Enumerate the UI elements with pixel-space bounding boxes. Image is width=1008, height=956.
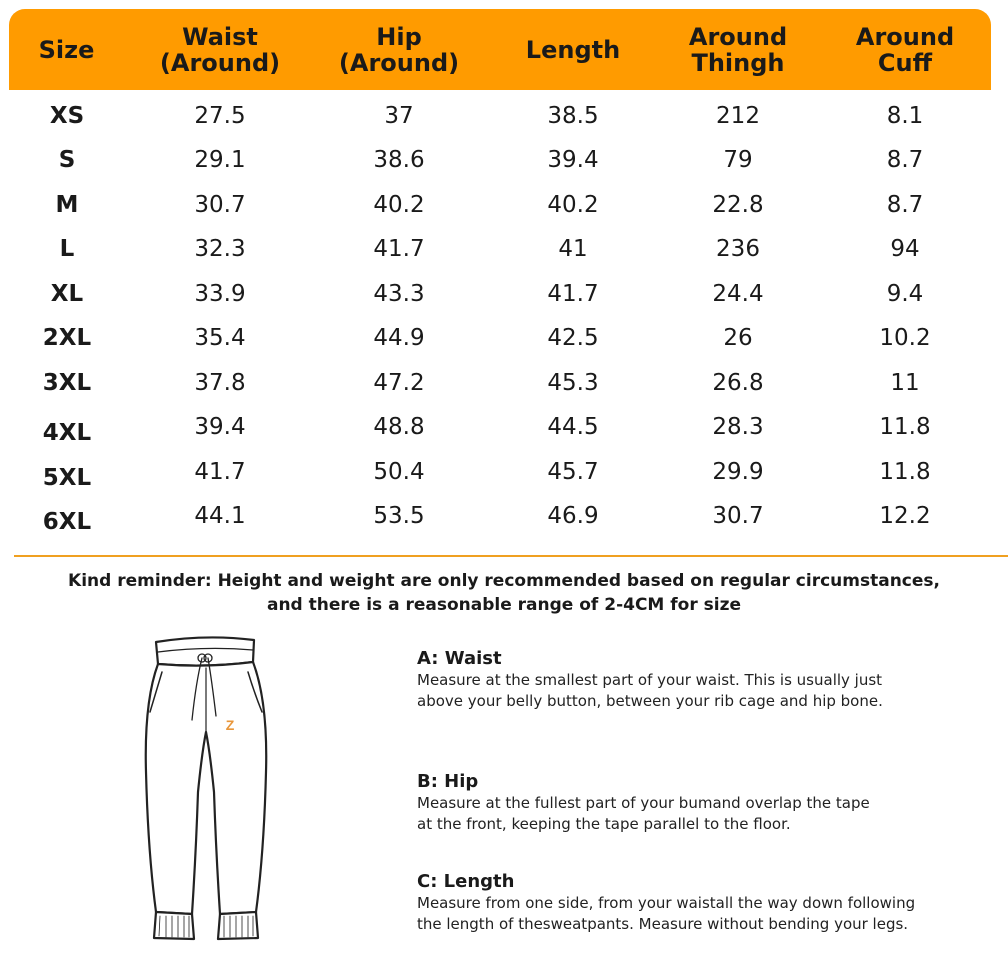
cuff-cell: 11.8 bbox=[879, 459, 931, 485]
thigh-cell: 30.7 bbox=[712, 503, 764, 529]
hip-cell: 47.2 bbox=[373, 370, 425, 396]
table-row bbox=[0, 229, 1008, 269]
waist-cell: 44.1 bbox=[194, 503, 246, 529]
table-row bbox=[0, 185, 1008, 225]
size-cell: 3XL bbox=[42, 370, 92, 396]
size-table-header bbox=[9, 9, 991, 90]
cuff-cell: 8.7 bbox=[886, 147, 924, 173]
hip-cell: 43.3 bbox=[373, 281, 425, 307]
cuff-cell: 11 bbox=[890, 370, 920, 396]
table-row bbox=[0, 363, 1008, 403]
thigh-cell: 29.9 bbox=[712, 459, 764, 485]
waist-cell: 27.5 bbox=[194, 103, 246, 129]
length-cell: 42.5 bbox=[547, 325, 599, 351]
kind-reminder bbox=[20, 569, 988, 617]
waist-cell: 35.4 bbox=[194, 325, 246, 351]
thigh-cell: 236 bbox=[716, 236, 760, 262]
size-cell: S bbox=[58, 147, 76, 173]
thigh-cell: 26.8 bbox=[712, 370, 764, 396]
length-cell: 41.7 bbox=[547, 281, 599, 307]
size-cell: XS bbox=[49, 103, 85, 129]
length-cell: 40.2 bbox=[547, 192, 599, 218]
length-cell: 44.5 bbox=[547, 414, 599, 440]
table-row bbox=[0, 96, 1008, 136]
hip-cell: 50.4 bbox=[373, 459, 425, 485]
measure-waist-desc: Measure at the smallest part of your waist. This is usually just above your belly button, between your rib cage and hip bone. bbox=[417, 671, 883, 710]
table-row bbox=[0, 452, 1008, 492]
measure-waist-title: A: Waist bbox=[417, 648, 502, 669]
brand-logo-mark: Z bbox=[225, 717, 235, 733]
measure-hip-desc: Measure at the fullest part of your bumand overlap the tape at the front, keeping the tape parallel to the floor. bbox=[417, 794, 870, 833]
thigh-cell: 22.8 bbox=[712, 192, 764, 218]
length-cell: 45.7 bbox=[547, 459, 599, 485]
hip-cell: 48.8 bbox=[373, 414, 425, 440]
size-cell: 4XL bbox=[42, 420, 92, 446]
hip-cell: 41.7 bbox=[373, 236, 425, 262]
length-cell: 41 bbox=[558, 236, 588, 262]
hip-cell: 38.6 bbox=[373, 147, 425, 173]
length-cell: 45.3 bbox=[547, 370, 599, 396]
cuff-cell: 94 bbox=[890, 236, 920, 262]
cuff-cell: 11.8 bbox=[879, 414, 931, 440]
measure-hip bbox=[417, 771, 997, 835]
header-size: Size bbox=[38, 35, 95, 64]
waist-cell: 33.9 bbox=[194, 281, 246, 307]
header-hip: Hip (Around) bbox=[338, 22, 460, 77]
measure-waist bbox=[417, 648, 997, 712]
waist-cell: 32.3 bbox=[194, 236, 246, 262]
waist-cell: 30.7 bbox=[194, 192, 246, 218]
header-waist: Waist (Around) bbox=[159, 22, 281, 77]
measure-length-title: C: Length bbox=[417, 871, 515, 892]
table-row bbox=[0, 318, 1008, 358]
length-cell: 46.9 bbox=[547, 503, 599, 529]
reminder-line-2: and there is a reasonable range of 2-4CM for size bbox=[266, 595, 742, 615]
hip-cell: 40.2 bbox=[373, 192, 425, 218]
cuff-cell: 8.7 bbox=[886, 192, 924, 218]
header-around-thigh: Around Thingh bbox=[688, 22, 788, 77]
cuff-cell: 8.1 bbox=[886, 103, 924, 129]
cuff-cell: 9.4 bbox=[886, 281, 924, 307]
section-divider bbox=[14, 555, 1008, 557]
cuff-cell: 10.2 bbox=[879, 325, 931, 351]
hip-cell: 53.5 bbox=[373, 503, 425, 529]
size-cell: L bbox=[59, 236, 75, 262]
table-row bbox=[0, 496, 1008, 536]
table-row bbox=[0, 140, 1008, 180]
cuff-cell: 12.2 bbox=[879, 503, 931, 529]
size-cell: 2XL bbox=[42, 325, 92, 351]
thigh-cell: 79 bbox=[723, 147, 753, 173]
measure-hip-title: B: Hip bbox=[417, 771, 479, 792]
waist-cell: 37.8 bbox=[194, 370, 246, 396]
waist-cell: 29.1 bbox=[194, 147, 246, 173]
waist-cell: 41.7 bbox=[194, 459, 246, 485]
waist-cell: 39.4 bbox=[194, 414, 246, 440]
size-cell: 6XL bbox=[42, 509, 92, 535]
measure-length-desc: Measure from one side, from your waistall the way down following the length of thesweatpants. Measure without bending your legs. bbox=[417, 894, 916, 933]
thigh-cell: 28.3 bbox=[712, 414, 764, 440]
length-cell: 38.5 bbox=[547, 103, 599, 129]
table-row bbox=[0, 407, 1008, 447]
reminder-line-1: Kind reminder: Height and weight are only recommended based on regular circumstances, bbox=[68, 571, 940, 591]
thigh-cell: 26 bbox=[723, 325, 753, 351]
table-row bbox=[0, 274, 1008, 314]
thigh-cell: 212 bbox=[716, 103, 760, 129]
size-cell: M bbox=[55, 192, 79, 218]
size-cell: 5XL bbox=[42, 465, 92, 491]
measure-length bbox=[417, 871, 997, 935]
thigh-cell: 24.4 bbox=[712, 281, 764, 307]
header-length: Length bbox=[525, 35, 621, 64]
header-around-cuff: Around Cuff bbox=[855, 22, 955, 77]
hip-cell: 44.9 bbox=[373, 325, 425, 351]
size-cell: XL bbox=[50, 281, 84, 307]
hip-cell: 37 bbox=[384, 103, 414, 129]
sweatpants-illustration bbox=[136, 632, 276, 944]
length-cell: 39.4 bbox=[547, 147, 599, 173]
